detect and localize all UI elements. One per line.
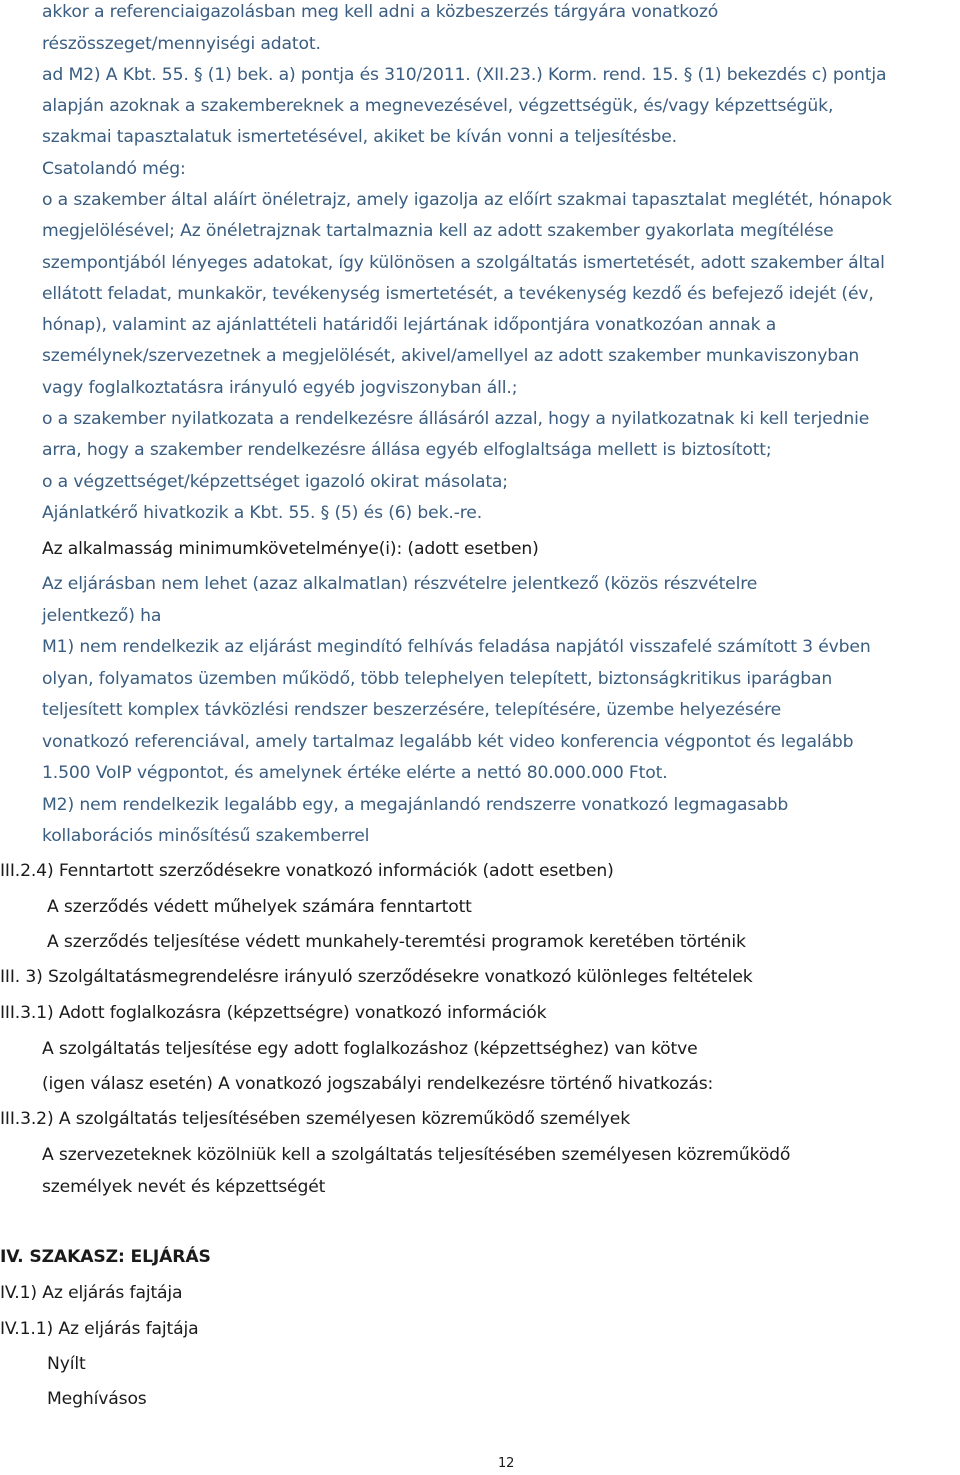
text-line: teljesített komplex távközlési rendszer beszerzésére, telepítésére, üzembe helyezésére — [42, 700, 782, 720]
procedure-option: Meghívásos — [47, 1389, 147, 1409]
text-line: o a végzettséget/képzettséget igazoló okirat másolata; — [42, 472, 508, 492]
text-line: jelentkező) ha — [42, 606, 162, 626]
text-line: szakmai tapasztalatuk ismertetésével, akiket be kíván vonni a teljesítésbe. — [42, 127, 677, 147]
text-line: Csatolandó még: — [42, 159, 186, 179]
text-line: 1.500 VoIP végpontot, és amelynek értéke elérte a nettó 80.000.000 Ftot. — [42, 763, 668, 783]
text-line: alapján azoknak a szakembereknek a megnevezésével, végzettségük, és/vagy képzettségük, — [42, 96, 834, 116]
text-line: személynek/szervezetnek a megjelölését, akivel/amellyel az adott szakember munkaviszonyban — [42, 346, 860, 366]
subsection-heading-iv-1: IV.1) Az eljárás fajtája — [0, 1283, 183, 1303]
text-line: szempontjából lényeges adatokat, így különösen a szolgáltatás ismertetését, adott szakember által — [42, 253, 885, 273]
section-heading-iii-2-4: III.2.4) Fenntartott szerződésekre vonatkozó információk (adott esetben) — [0, 861, 614, 881]
list-item: (igen válasz esetén) A vonatkozó jogszabályi rendelkezésre történő hivatkozás: — [42, 1074, 714, 1094]
text-line: Ajánlatkérő hivatkozik a Kbt. 55. § (5) és (6) bek.-re. — [42, 503, 483, 523]
section-heading-iii-3-2: III.3.2) A szolgáltatás teljesítésében személyesen közreműködő személyek — [0, 1109, 631, 1129]
text-line: o a szakember által aláírt önéletrajz, amely igazolja az előírt szakmai tapasztalat meglétét, hónapok — [42, 190, 892, 210]
section-heading-iii-3-1: III.3.1) Adott foglalkozásra (képzettségre) vonatkozó információk — [0, 1003, 547, 1023]
text-line: személyek nevét és képzettségét — [42, 1177, 326, 1197]
text-line: arra, hogy a szakember rendelkezésre állása egyéb elfoglaltsága mellett is biztosított; — [42, 440, 772, 460]
min-requirements-heading: Az alkalmasság minimumkövetelménye(i): (adott esetben) — [42, 539, 539, 559]
text-line: megjelölésével; Az önéletrajznak tartalmaznia kell az adott szakember gyakorlata megítélése — [42, 221, 834, 241]
text-line: ad M2) A Kbt. 55. § (1) bek. a) pontja és 310/2011. (XII.23.) Korm. rend. 15. § (1) bekezdés c) pontja — [42, 65, 887, 85]
list-item: A szerződés védett műhelyek számára fenntartott — [47, 897, 472, 917]
text-line: vonatkozó referenciával, amely tartalmaz legalább két video konferencia végpontot és legalább — [42, 732, 854, 752]
text-line: hónap), valamint az ajánlattételi határidői lejártának időpontjára vonatkozóan annak a — [42, 315, 777, 335]
procedure-option: Nyílt — [47, 1354, 86, 1374]
section-heading-iii-3: III. 3) Szolgáltatásmegrendelésre irányuló szerződésekre vonatkozó különleges feltételek — [0, 967, 753, 987]
text-line: részösszeget/mennyiségi adatot. — [42, 34, 321, 54]
text-line: M1) nem rendelkezik az eljárást megindító felhívás feladása napjától visszafelé számított 3 évben — [42, 637, 871, 657]
text-line: olyan, folyamatos üzemben működő, több telephelyen telepített, biztonságkritikus iparágban — [42, 669, 833, 689]
text-line: kollaborációs minősítésű szakemberrel — [42, 826, 370, 846]
list-item: A szerződés teljesítése védett munkahely-teremtési programok keretében történik — [47, 932, 746, 952]
text-line: o a szakember nyilatkozata a rendelkezésre állásáról azzal, hogy a nyilatkozatnak ki kell terjednie — [42, 409, 870, 429]
text-line: Az eljárásban nem lehet (azaz alkalmatlan) részvételre jelentkező (közös részvételre — [42, 574, 758, 594]
text-line: ellátott feladat, munkakör, tevékenység ismertetését, a tevékenység kezdő és befejező idejét (év, — [42, 284, 874, 304]
list-item: A szolgáltatás teljesítése egy adott foglalkozáshoz (képzettséghez) van kötve — [42, 1039, 698, 1059]
subsection-heading-iv-1-1: IV.1.1) Az eljárás fajtája — [0, 1319, 199, 1339]
text-line: akkor a referenciaigazolásban meg kell adni a közbeszerzés tárgyára vonatkozó — [42, 2, 719, 22]
text-line: A szervezeteknek közölniük kell a szolgáltatás teljesítésében személyesen közreműködő — [42, 1145, 791, 1165]
text-line: M2) nem rendelkezik legalább egy, a megajánlandó rendszerre vonatkozó legmagasabb — [42, 795, 789, 815]
text-line: vagy foglalkoztatásra irányuló egyéb jogviszonyban áll.; — [42, 378, 518, 398]
page-number: 12 — [498, 1456, 515, 1471]
section-heading-iv: IV. SZAKASZ: ELJÁRÁS — [0, 1247, 211, 1267]
